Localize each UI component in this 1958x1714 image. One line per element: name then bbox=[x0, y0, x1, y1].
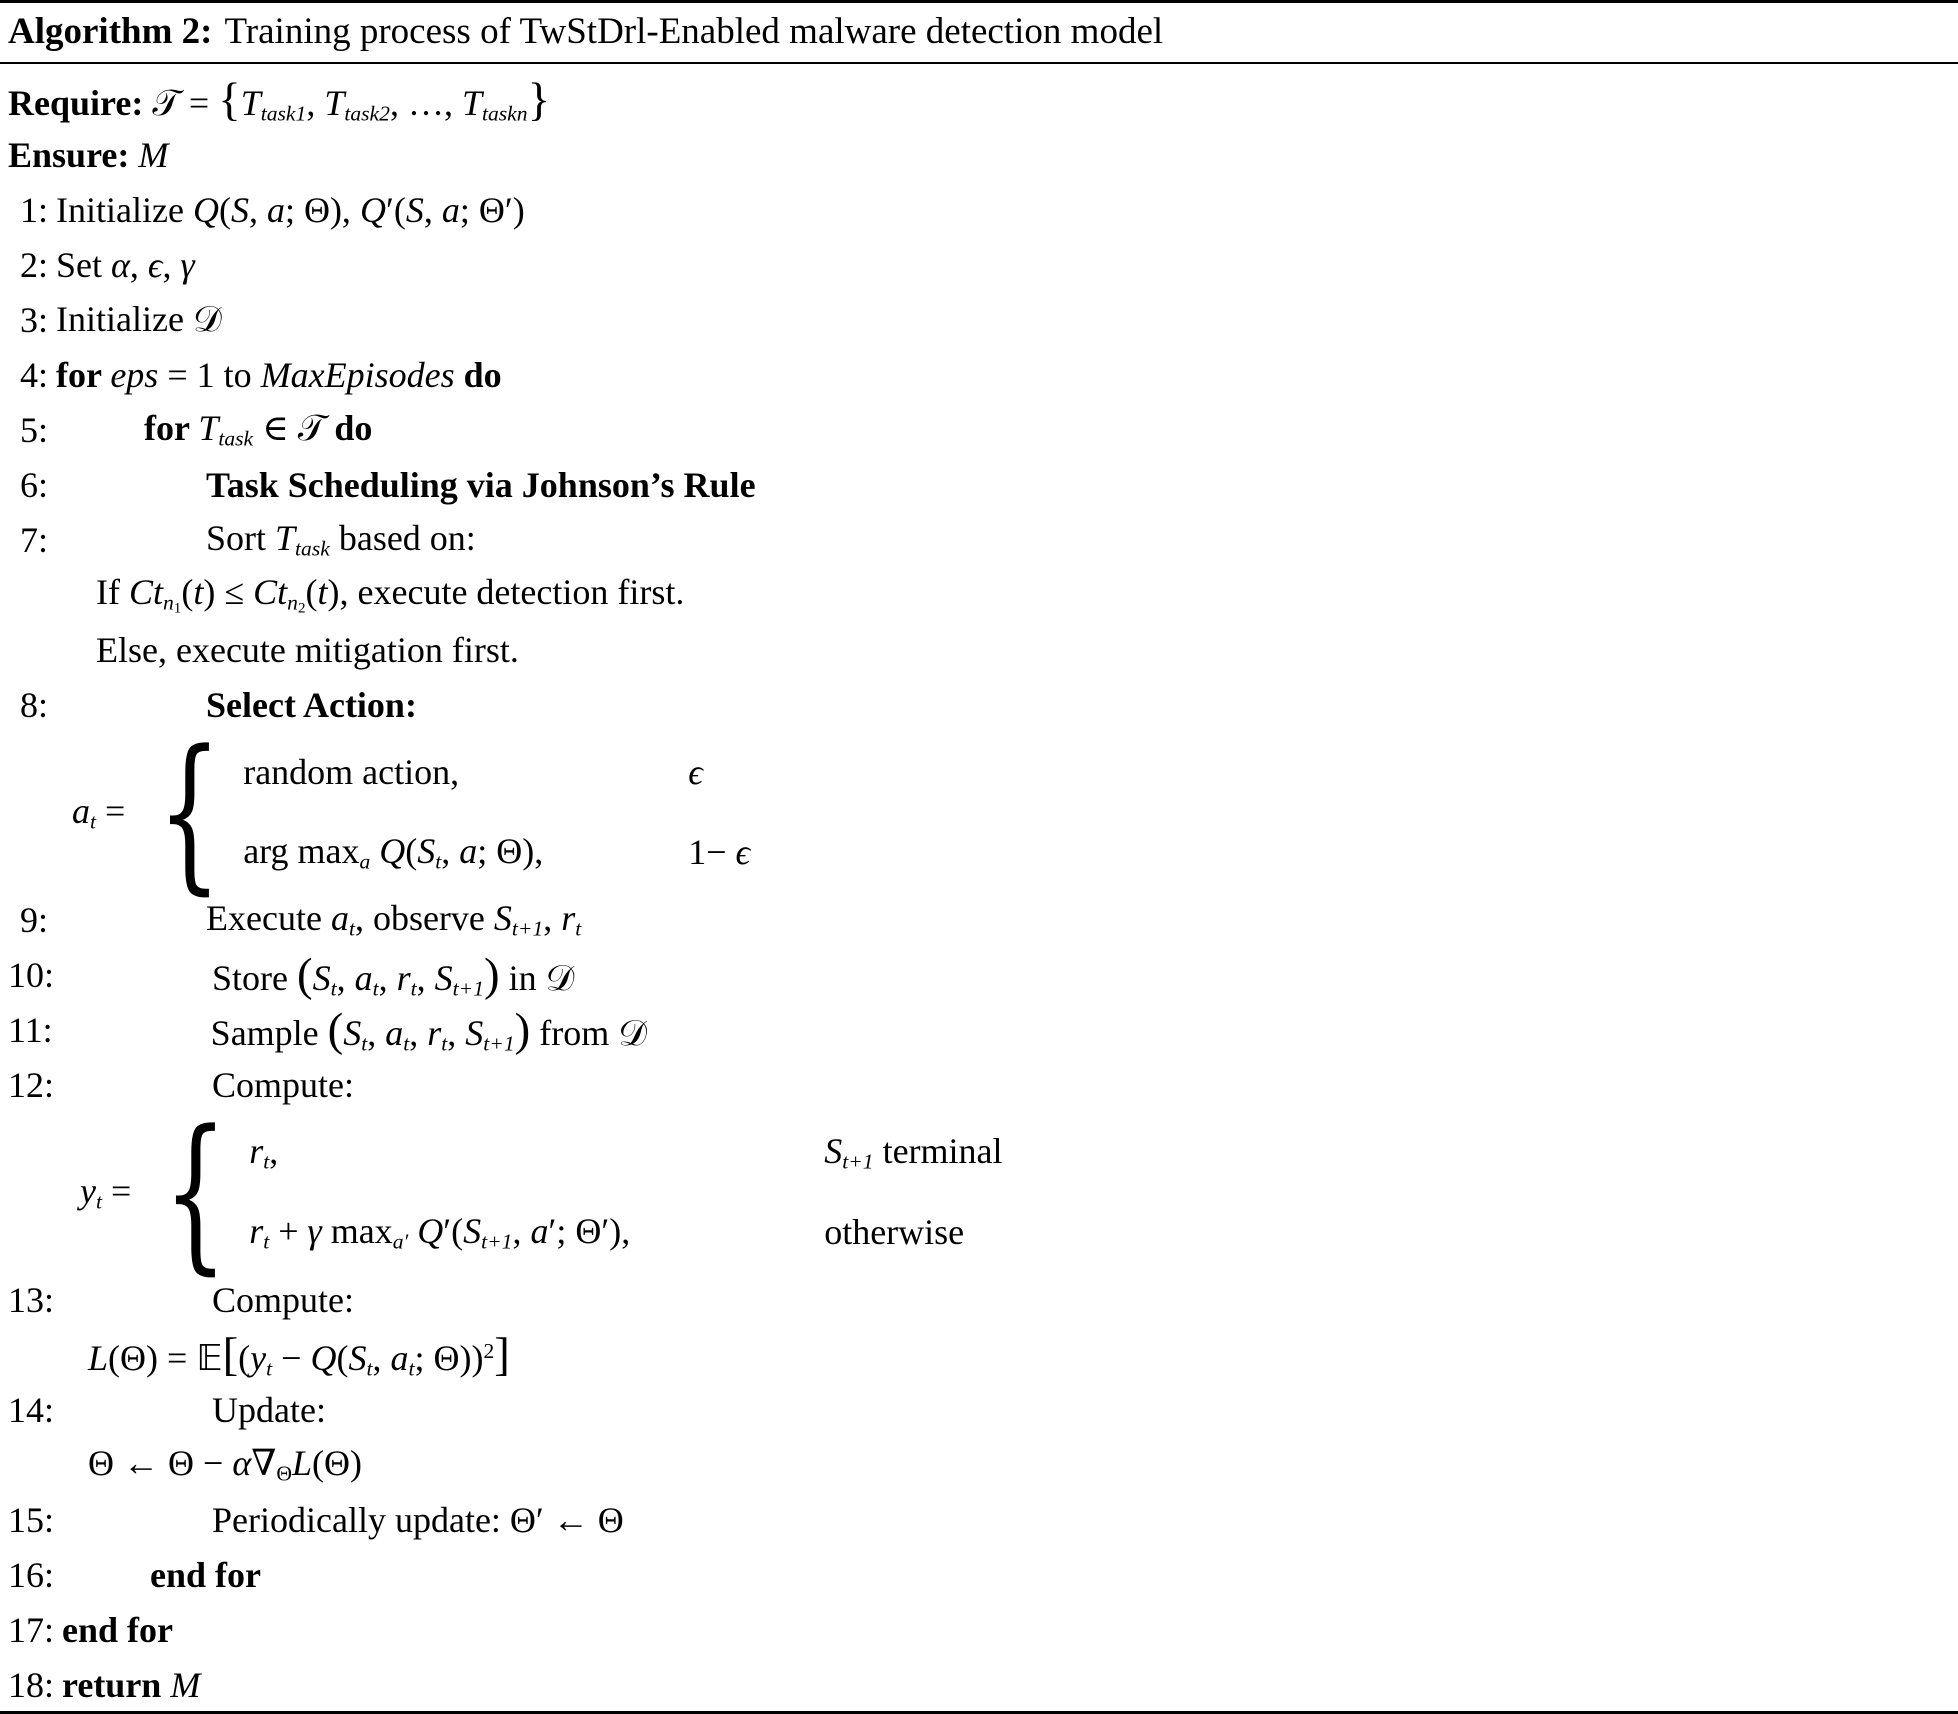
math-segment: (Θ) bbox=[312, 1443, 362, 1484]
math-segment: α bbox=[232, 1443, 252, 1484]
algo-line-14 bbox=[8, 1382, 1948, 1437]
math-segment: a bbox=[530, 1210, 549, 1251]
line-content bbox=[62, 1609, 173, 1651]
math-segment: ∇ bbox=[251, 1443, 277, 1484]
line-content bbox=[212, 1064, 354, 1106]
math-segment: t+1 bbox=[452, 975, 484, 1000]
algo-line-12 bbox=[8, 1057, 1948, 1112]
math-segment: ′; Θ′), bbox=[548, 1210, 631, 1251]
line-content bbox=[212, 1389, 326, 1431]
cases-rows bbox=[249, 1112, 1002, 1272]
math-segment: T bbox=[240, 82, 261, 123]
math-segment: , bbox=[512, 1210, 531, 1251]
math-segment: t bbox=[575, 916, 582, 941]
case-condition bbox=[824, 1130, 1002, 1174]
math-segment: S bbox=[465, 1012, 484, 1053]
math-segment: , bbox=[248, 189, 267, 230]
math-segment: , …, bbox=[389, 82, 462, 123]
math-segment: ( bbox=[305, 572, 318, 613]
algo-line-16 bbox=[8, 1547, 1948, 1602]
math-segment: a bbox=[390, 1337, 409, 1378]
math-segment: α bbox=[111, 244, 130, 285]
math-segment: Sample bbox=[210, 1012, 328, 1053]
math-segment: , bbox=[162, 244, 181, 285]
math-segment: r bbox=[249, 1210, 264, 1251]
math-segment: t+1 bbox=[511, 916, 544, 941]
math-segment: Initialize bbox=[56, 299, 193, 339]
cases-rows bbox=[243, 732, 750, 892]
algo-line-7 bbox=[8, 512, 1948, 567]
algo-line-9 bbox=[8, 892, 1948, 947]
cases-row bbox=[243, 732, 750, 812]
math-segment: eps bbox=[110, 354, 159, 395]
math-segment: Θ bbox=[276, 1461, 292, 1486]
algo-line-4 bbox=[8, 347, 1948, 402]
math-segment: a bbox=[266, 189, 285, 230]
math-segment: a′ bbox=[392, 1229, 409, 1254]
case-expression bbox=[243, 751, 688, 793]
math-segment: t bbox=[435, 849, 442, 874]
line-content bbox=[96, 571, 684, 617]
line-content bbox=[206, 897, 581, 941]
line-number: 9: bbox=[19, 899, 48, 940]
line-content bbox=[96, 629, 519, 671]
line-number: 6: bbox=[19, 464, 48, 505]
math-segment: T bbox=[198, 408, 219, 449]
math-segment: ( bbox=[238, 1337, 251, 1378]
math-segment: ), execute detection first. bbox=[327, 572, 685, 613]
math-segment: ( bbox=[218, 189, 231, 230]
math-segment: a bbox=[441, 189, 460, 230]
algorithm-body bbox=[0, 64, 1958, 1712]
math-segment: Compute: bbox=[212, 1064, 355, 1105]
math-segment: , bbox=[336, 957, 355, 998]
math-segment: = bbox=[101, 1170, 141, 1211]
math-segment: 𝒟 bbox=[545, 957, 575, 999]
algo-line-11 bbox=[8, 1002, 1948, 1057]
math-segment: otherwise bbox=[824, 1212, 965, 1252]
algo-line-2 bbox=[8, 237, 1948, 292]
math-segment: ( bbox=[297, 948, 313, 1001]
math-segment: for bbox=[56, 354, 111, 395]
equation-lhs bbox=[80, 1170, 140, 1214]
line-number: 7: bbox=[19, 519, 48, 560]
math-segment: r bbox=[249, 1130, 264, 1171]
equation-lhs bbox=[72, 790, 134, 834]
math-segment: ( bbox=[405, 830, 418, 871]
line-content bbox=[206, 684, 417, 726]
math-segment: Execute bbox=[206, 898, 331, 939]
math-segment: r bbox=[427, 1012, 442, 1053]
require-line bbox=[8, 72, 1948, 127]
math-segment: 𝒟 bbox=[192, 299, 222, 340]
math-segment: S bbox=[434, 957, 453, 998]
math-segment: Update: bbox=[212, 1389, 326, 1430]
line-number: 18: bbox=[8, 1664, 55, 1705]
math-segment: t bbox=[266, 1355, 273, 1380]
algorithm-header bbox=[0, 3, 1958, 64]
math-segment: t bbox=[366, 1355, 373, 1380]
math-segment: 1− bbox=[688, 832, 736, 872]
algo-line-1 bbox=[8, 182, 1948, 237]
math-segment: L bbox=[88, 1337, 109, 1378]
math-segment: 𝔼 bbox=[196, 1337, 223, 1379]
cases-equation bbox=[80, 1094, 1003, 1290]
math-segment: Q bbox=[192, 189, 219, 230]
math-segment: return bbox=[62, 1664, 171, 1705]
math-segment: taskn bbox=[481, 100, 528, 125]
math-segment: a bbox=[330, 898, 349, 939]
math-segment: Compute: bbox=[212, 1279, 355, 1320]
line-content bbox=[212, 1279, 354, 1321]
math-segment bbox=[370, 831, 379, 871]
math-segment: end for bbox=[62, 1609, 174, 1650]
math-segment: ; Θ), bbox=[477, 830, 544, 871]
math-segment: If bbox=[96, 572, 129, 613]
math-segment: t bbox=[361, 1030, 368, 1055]
math-segment: ′( bbox=[385, 189, 406, 230]
math-segment: Set bbox=[56, 244, 112, 285]
math-segment: ′( bbox=[443, 1210, 464, 1251]
math-segment: , bbox=[416, 957, 435, 998]
math-segment: ( bbox=[181, 572, 194, 613]
algo-line-8 bbox=[8, 677, 1948, 732]
line-number: 2: bbox=[19, 244, 48, 285]
math-segment: a bbox=[359, 849, 371, 874]
line-content bbox=[8, 73, 550, 127]
math-segment: = 1 to bbox=[158, 354, 261, 395]
math-segment: , bbox=[543, 898, 562, 939]
math-segment: ∈ bbox=[253, 408, 298, 449]
math-segment: ϵ bbox=[735, 832, 751, 872]
math-segment: Periodically update: Θ′ ← Θ bbox=[212, 1499, 624, 1540]
math-segment: T bbox=[275, 518, 296, 559]
math-segment: , bbox=[367, 1012, 386, 1053]
math-segment: a bbox=[459, 830, 478, 871]
algo-line-13 bbox=[8, 1272, 1948, 1327]
math-segment: } bbox=[527, 73, 551, 126]
algo-equation-line bbox=[8, 1437, 1948, 1492]
math-segment: [ bbox=[222, 1328, 239, 1381]
math-segment: MaxEpisodes bbox=[260, 354, 455, 395]
math-segment: 2 bbox=[297, 600, 306, 617]
case-expression bbox=[249, 1130, 824, 1174]
math-segment: S bbox=[312, 957, 331, 998]
algo-line-3 bbox=[8, 292, 1948, 347]
math-segment: + bbox=[269, 1210, 308, 1251]
math-segment: ) bbox=[484, 948, 500, 1001]
algo-equation-line bbox=[8, 567, 1948, 622]
line-number: 13: bbox=[8, 1279, 55, 1320]
algo-line-5 bbox=[8, 402, 1948, 457]
math-segment: t bbox=[263, 1229, 270, 1254]
math-segment: , bbox=[306, 82, 325, 123]
line-number: 10: bbox=[8, 954, 55, 995]
math-segment: Θ ← Θ − bbox=[88, 1443, 233, 1484]
math-segment: S bbox=[405, 189, 424, 230]
math-segment: T bbox=[324, 82, 345, 123]
math-segment: t bbox=[263, 1149, 270, 1174]
math-segment: terminal bbox=[873, 1130, 1003, 1171]
algo-line-6 bbox=[8, 457, 1948, 512]
math-segment: end for bbox=[150, 1554, 262, 1595]
math-segment: a bbox=[354, 957, 373, 998]
line-number: 11: bbox=[8, 1009, 53, 1050]
cases-row bbox=[249, 1112, 1002, 1192]
math-segment: Task Scheduling via Johnson’s Rule bbox=[206, 464, 756, 505]
math-segment: t bbox=[330, 975, 337, 1000]
case-expression bbox=[243, 830, 688, 874]
math-segment: S bbox=[417, 830, 436, 871]
math-segment: , bbox=[447, 1012, 466, 1053]
math-segment: a bbox=[72, 790, 90, 831]
line-content bbox=[206, 464, 756, 506]
line-content bbox=[144, 407, 372, 451]
case-condition bbox=[688, 751, 703, 793]
math-segment: t bbox=[441, 1030, 448, 1055]
math-segment: ) bbox=[514, 1003, 531, 1056]
math-segment: a bbox=[385, 1012, 404, 1053]
math-segment: , bbox=[441, 830, 460, 871]
math-segment: t bbox=[410, 975, 417, 1000]
algorithm-caption-title: Training process of TwStDrl-Enabled malware detection model bbox=[224, 11, 1164, 52]
line-number: 3: bbox=[19, 299, 48, 340]
math-segment: t bbox=[317, 572, 328, 613]
math-segment: , bbox=[129, 244, 148, 285]
math-segment: from bbox=[530, 1012, 619, 1053]
math-segment: Q bbox=[417, 1210, 444, 1251]
math-segment: S bbox=[463, 1210, 482, 1251]
math-segment: Initialize bbox=[56, 189, 193, 230]
algo-line-17 bbox=[8, 1602, 1948, 1657]
math-segment: in bbox=[499, 957, 546, 998]
math-segment: Else, execute mitigation first. bbox=[96, 629, 519, 670]
math-segment: r bbox=[396, 957, 411, 998]
math-segment: do bbox=[325, 408, 373, 449]
algo-line-15 bbox=[8, 1492, 1948, 1547]
math-segment: , bbox=[423, 189, 442, 230]
math-segment: , observe bbox=[354, 898, 494, 939]
math-segment: 1 bbox=[173, 600, 182, 617]
math-segment: ( bbox=[336, 1337, 349, 1378]
math-segment: S bbox=[343, 1012, 362, 1053]
math-segment: y bbox=[250, 1337, 267, 1378]
math-segment: = bbox=[179, 82, 219, 123]
line-number: 8: bbox=[19, 684, 48, 725]
math-segment: task1 bbox=[260, 100, 307, 125]
case-expression bbox=[249, 1210, 824, 1254]
math-segment: { bbox=[218, 73, 241, 126]
math-segment: T bbox=[461, 82, 482, 123]
math-segment: ( bbox=[327, 1003, 344, 1056]
math-segment: Q bbox=[379, 830, 406, 871]
math-segment: , bbox=[378, 957, 397, 998]
line-content bbox=[88, 1442, 362, 1486]
math-segment: ϵ bbox=[147, 244, 163, 285]
cases-brace: { bbox=[163, 1094, 228, 1290]
math-segment: S bbox=[493, 898, 512, 939]
math-segment: Store bbox=[212, 957, 298, 998]
ensure-line bbox=[8, 127, 1948, 182]
line-number: 12: bbox=[8, 1064, 55, 1105]
algo-equation-line bbox=[8, 1327, 1948, 1382]
algorithm-caption-label: Algorithm 2: bbox=[8, 11, 213, 52]
line-number: 1: bbox=[19, 189, 48, 230]
math-segment: Q bbox=[359, 189, 386, 230]
math-segment: r bbox=[561, 898, 576, 939]
math-segment: y bbox=[80, 1170, 96, 1211]
algo-equation-line bbox=[8, 622, 1948, 677]
math-segment: t bbox=[408, 1355, 415, 1380]
math-segment: − bbox=[272, 1337, 311, 1378]
line-content bbox=[150, 1554, 261, 1596]
line-content bbox=[212, 948, 574, 1002]
math-segment: t bbox=[95, 1189, 102, 1214]
math-segment: 𝒟 bbox=[618, 1012, 647, 1054]
math-segment: arg max bbox=[243, 830, 360, 871]
math-segment: for bbox=[144, 408, 199, 449]
cases-brace: { bbox=[157, 714, 222, 910]
math-segment: Require: bbox=[8, 82, 153, 123]
math-segment: Ct bbox=[253, 572, 288, 613]
math-segment: n bbox=[163, 590, 174, 615]
math-segment: Select Action: bbox=[206, 684, 417, 725]
line-number: 15: bbox=[8, 1499, 55, 1540]
math-segment: based on: bbox=[329, 518, 476, 559]
math-segment: max bbox=[321, 1210, 393, 1251]
math-segment: do bbox=[454, 354, 502, 395]
cases-row bbox=[249, 1192, 1002, 1272]
math-segment: Ct bbox=[128, 572, 163, 613]
algo-equation-line bbox=[8, 714, 1948, 910]
line-number: 5: bbox=[19, 409, 48, 450]
math-segment: t+1 bbox=[842, 1149, 874, 1174]
math-segment: , bbox=[409, 1012, 428, 1053]
math-segment: t+1 bbox=[483, 1030, 515, 1055]
math-segment: S bbox=[348, 1337, 367, 1378]
line-number: 16: bbox=[8, 1554, 55, 1595]
math-segment: Sort bbox=[206, 518, 276, 559]
case-condition bbox=[688, 831, 750, 873]
math-segment: t bbox=[90, 809, 96, 834]
math-segment: 2 bbox=[483, 1338, 495, 1363]
line-content bbox=[62, 1664, 200, 1706]
math-segment: ) ≤ bbox=[203, 572, 254, 613]
line-number: 14: bbox=[8, 1389, 55, 1430]
math-segment: task bbox=[218, 426, 254, 451]
math-segment: t bbox=[193, 572, 204, 613]
line-content bbox=[88, 1328, 510, 1382]
math-segment: γ bbox=[307, 1210, 322, 1251]
math-segment: n bbox=[287, 590, 298, 615]
line-content bbox=[8, 134, 168, 176]
math-segment: , bbox=[372, 1337, 391, 1378]
line-number: 17: bbox=[8, 1609, 55, 1650]
math-segment: 𝒯 bbox=[152, 82, 180, 124]
math-segment: L bbox=[291, 1443, 312, 1484]
cases-row bbox=[243, 812, 750, 892]
case-condition bbox=[824, 1211, 964, 1253]
line-content bbox=[206, 517, 476, 561]
line-content bbox=[212, 1499, 624, 1541]
algo-line-10 bbox=[8, 947, 1948, 1002]
cases-equation bbox=[72, 714, 751, 910]
line-content bbox=[56, 298, 222, 341]
math-segment: γ bbox=[180, 244, 195, 285]
math-segment: = bbox=[96, 790, 135, 831]
math-segment: t+1 bbox=[481, 1229, 513, 1254]
line-number: 4: bbox=[19, 354, 48, 395]
line-content bbox=[211, 1003, 647, 1057]
math-segment: Q bbox=[310, 1337, 337, 1378]
math-segment: Ensure: bbox=[8, 134, 139, 175]
math-segment: , bbox=[269, 1130, 279, 1171]
line-content bbox=[56, 189, 525, 231]
math-segment: M bbox=[170, 1664, 201, 1705]
math-segment: 𝒯 bbox=[297, 408, 326, 450]
math-segment: ; Θ)) bbox=[414, 1337, 484, 1378]
math-segment: random action, bbox=[243, 752, 460, 792]
math-segment: ] bbox=[494, 1328, 510, 1381]
math-segment: t bbox=[348, 916, 355, 941]
math-segment: ; Θ′) bbox=[459, 189, 525, 230]
math-segment: task2 bbox=[344, 100, 390, 125]
algo-line-18 bbox=[8, 1657, 1948, 1712]
math-segment: S bbox=[230, 189, 249, 230]
math-segment: M bbox=[138, 134, 169, 175]
math-segment: ϵ bbox=[688, 752, 703, 792]
math-segment bbox=[408, 1211, 417, 1251]
math-segment: task bbox=[295, 536, 330, 561]
math-segment: (Θ) = bbox=[108, 1337, 197, 1378]
math-segment: ; Θ), bbox=[284, 189, 360, 230]
line-content bbox=[56, 354, 502, 396]
math-segment: t bbox=[403, 1030, 410, 1055]
math-segment: t bbox=[372, 975, 379, 1000]
line-content bbox=[56, 244, 195, 286]
algo-equation-line bbox=[8, 1094, 1948, 1290]
math-segment: S bbox=[824, 1130, 843, 1171]
